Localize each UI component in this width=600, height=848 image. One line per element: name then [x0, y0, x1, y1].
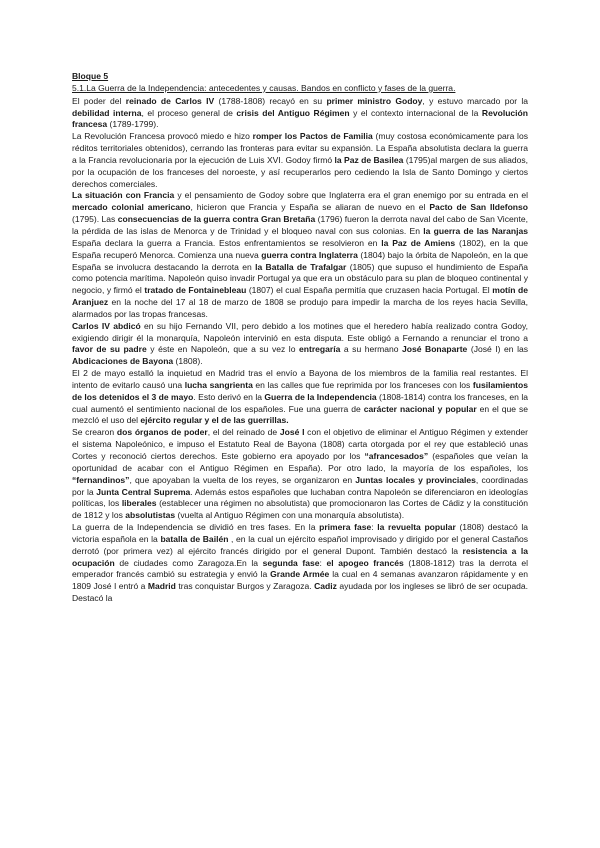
text-run: ayudada por los ingleses se libró de ser ocupada. Destacó la [72, 581, 528, 604]
text-run: : [319, 557, 327, 568]
text-run: con el objetivo de eliminar el Antiguo Régimen y extender el sistema Napoleónico, e impuso el Estatuto Real de Bayona (1808) carta otorgada por el rey que estableció unas Cortes y reconoció ciertos derechos. Este gobierno era apoyado por los [72, 427, 528, 461]
text-run: (1804) bajo la órbita de Napoleón, en la que España se involucra destacando la derrota en [72, 249, 528, 272]
text-run: . Esto derivó en la [193, 391, 265, 402]
text-run: y éste en Napoleón, que a su vez lo [146, 344, 300, 355]
bold-text: tratado de Fontainebleau [144, 285, 247, 296]
text-run: , en la cual un ejército español improvisado y dirigido por el general Castaños derrotó (por primera vez) al ejército francés dirigido por el general Dupont. También destacó la [72, 533, 528, 556]
document-page [72, 71, 528, 605]
text-run: El poder del [72, 95, 126, 106]
text-run: (establecer una régimen no absolutista) que promocionaron las Cortes de Cádiz y la constitución de 1812 y los [72, 498, 528, 521]
text-run: la cual en 4 semanas avanzaron rápidamente y en 1809 José I entró a [72, 569, 528, 592]
bold-text: carácter nacional y popular [363, 403, 477, 414]
text-run: (1807) el cual España permitía que cruzasen hacia Portugal. El [246, 285, 493, 296]
bold-text: Juntas locales y provinciales [355, 474, 476, 485]
bold-text: Guerra de la Independencia [264, 391, 377, 402]
bold-text: “fernandinos” [72, 474, 130, 485]
text-run: (1795). Las [72, 214, 118, 225]
text-run: La guerra de la Independencia se dividió en tres fases. En la [72, 522, 320, 533]
bold-text: consecuencias de la guerra contra Gran Bretaña [117, 214, 316, 225]
bold-text: batalla de Bailén [160, 533, 229, 544]
bold-text: la Paz de Amiens [381, 237, 456, 248]
bold-text: resistencia a la ocupación [72, 545, 528, 568]
bold-text: Abdicaciones de Bayona [72, 356, 174, 367]
text-run: Se crearon [72, 427, 117, 438]
bold-text: “afrancesados” [364, 451, 429, 461]
text-run: (1808-1812) tras la derrota el emperador francés cambió su estrategia y envió la [72, 557, 529, 580]
text-run: , coordinadas por la [72, 474, 529, 497]
bold-text: romper los Pactos de Familia [252, 131, 373, 142]
bold-text: la Paz de Basilea [334, 154, 404, 165]
bold-text: entregaría [299, 344, 341, 355]
text-run: , que apoyaban la vuelta de los reyes, se organizaron en [129, 474, 356, 485]
text-run: (José I) en las [467, 344, 529, 355]
bold-text: Carlos IV abdicó [72, 320, 141, 331]
text-run: , y estuvo marcado por la [422, 95, 528, 106]
paragraph [72, 96, 528, 132]
text-run: a su hermano [340, 344, 403, 355]
text-run: : [371, 522, 378, 533]
text-run: (1796) fueron la derrota naval del cabo de San Vicente, la pérdida de las islas de Menorca y de Trinidad y el bloqueo naval con sus colonias. En [72, 214, 528, 236]
text-run: (1808-1814) contra los franceses, en la cual aumentó el sentimiento nacional de los españoles. Fue una guerra de [72, 391, 528, 414]
text-run: . Además estos españoles que luchaban contra Napoleón se diferenciaron en ideologías políticas, los [72, 486, 528, 509]
bold-text: favor de su padre [72, 344, 147, 355]
bold-text: la Batalla de Trafalgar [255, 261, 347, 272]
text-run: (1808) destacó la victoria española en la [72, 522, 529, 544]
bold-text: Revolución francesa [72, 107, 528, 130]
bold-text: mercado colonial americano [72, 202, 191, 213]
bold-text: José I [279, 427, 305, 438]
text-run: en la noche del 17 al 18 de marzo de 1808 se produjo para impedir la marcha de los reyes hacia Sevilla, alarmados por las tropas francesas. [72, 297, 528, 319]
bold-text: motín de Aranjuez [72, 285, 528, 308]
text-run: (1788-1808) recayó en su [214, 95, 327, 106]
paragraph [72, 321, 528, 368]
text-run: (1795)al margen de sus aliados, por la ocupación de los franceses del noroeste, y así recuperarlos pero cediendo la Isla de Santo Domingo y ciertos derechos comerciales. [72, 154, 528, 189]
bold-text: reinado de Carlos IV [125, 95, 215, 106]
text-run: (1789-1799). [107, 119, 159, 130]
text-run: (1808). [173, 356, 203, 367]
bold-text: segunda fase [262, 557, 320, 568]
bold-text: dos órganos de poder [116, 427, 208, 438]
text-run: en su hijo Fernando VII, pero debido a los motines que el heredero había realizado contra Godoy, exigiendo dirigir él la monarquía, Napoleón intervinió en esta disputa. Este obligó a Fernando a renunciar el trono a [72, 320, 529, 343]
text-run: (1802), en la que España recuperó Menorca. Comienza una nueva [72, 237, 528, 260]
bold-text: debilidad interna [72, 107, 142, 118]
bold-text: lucha sangrienta [184, 379, 253, 390]
bold-text: José Bonaparte [402, 344, 468, 355]
bold-text: La situación con Francia [72, 190, 175, 201]
paragraph [72, 427, 528, 522]
bold-text: primer ministro Godoy [326, 95, 423, 106]
bold-text: absolutistas [125, 510, 176, 521]
text-run: en las calles que fue reprimida por los franceses con los [252, 379, 473, 390]
text-run: El 2 de mayo estalló la inquietud en Madrid tras el envío a Bayona de los miembros de la familia real restantes. El intento de evitarlo causó una [72, 368, 528, 390]
section-title: 5.1.La Guerra de la Independencia: antecedentes y causas. Bandos en conflicto y fases de la guerra. [72, 82, 456, 93]
block-title: Bloque 5 [72, 71, 109, 81]
text-run: tras conquistar Burgos y Zaragoza. [175, 581, 315, 592]
text-run: (españoles que veían la oportunidad de acabar con el Antiguo Régimen en España). Por otro lado, la mayoría de los españoles, los [72, 451, 528, 473]
paragraph [72, 131, 528, 190]
text-run: y el pensamiento de Godoy sobre que Inglaterra era el gran enemigo por su entrada en el [174, 190, 529, 201]
paragraph [72, 190, 528, 320]
text-run: , el del reinado de [207, 427, 280, 438]
paragraph [72, 368, 528, 427]
text-run: (1805) que supuso el hundimiento de España como potencia marítima. Napoleón quiso invadir Portugal ya que era un obstáculo para su plan de bloqueo continental y negocio, y firmó el [72, 261, 529, 296]
bold-text: primera fase [319, 522, 372, 533]
bold-text: liberales [121, 498, 157, 509]
document-body [72, 96, 528, 605]
bold-text: guerra contra Inglaterra [261, 249, 358, 260]
bold-text: Junta Central Suprema [96, 486, 191, 497]
bold-text: Madrid [147, 581, 176, 592]
text-run: España declara la guerra a Francia. Estos enfrentamientos se resolvieron en [72, 237, 382, 248]
bold-text: ejército regular y el de las guerrillas. [140, 415, 289, 426]
bold-text: Pacto de San Ildefonso [429, 202, 528, 213]
text-run: y el contexto internacional de la [349, 107, 482, 118]
text-run: en el que se mezcló el uso del [72, 403, 528, 426]
text-run: La Revolución Francesa provocó miedo e hizo [72, 131, 253, 142]
text-run: , hicieron que Francia y España se aliaran de nuevo en el [190, 202, 430, 213]
text-run: (muy costosa económicamente para los réditos territoriales obtenidos), cerrando las fronteras para evitar su expansión. La España absolutista declara la guerra a la Francia revolucionaria por la ejecución de Luis XVI. Godoy firmó [72, 131, 528, 165]
bold-text: Grande Armée [270, 569, 330, 580]
text-run: (vuelta al Antiguo Régimen con una monarquía absolutista). [175, 510, 405, 521]
text-run: de ciudades como Zaragoza.En la [114, 557, 263, 568]
bold-text: la guerra de las Naranjas [423, 225, 528, 236]
bold-text: crisis del Antiguo Régimen [236, 107, 350, 118]
bold-text: la revuelta popular [377, 522, 456, 533]
paragraph [72, 522, 528, 605]
bold-text: el apogeo francés [326, 557, 404, 568]
bold-text: Cadiz [314, 581, 337, 592]
bold-text: fusilamientos de los detenidos el 3 de mayo [72, 379, 528, 402]
text-run: , el proceso general de [141, 107, 237, 118]
